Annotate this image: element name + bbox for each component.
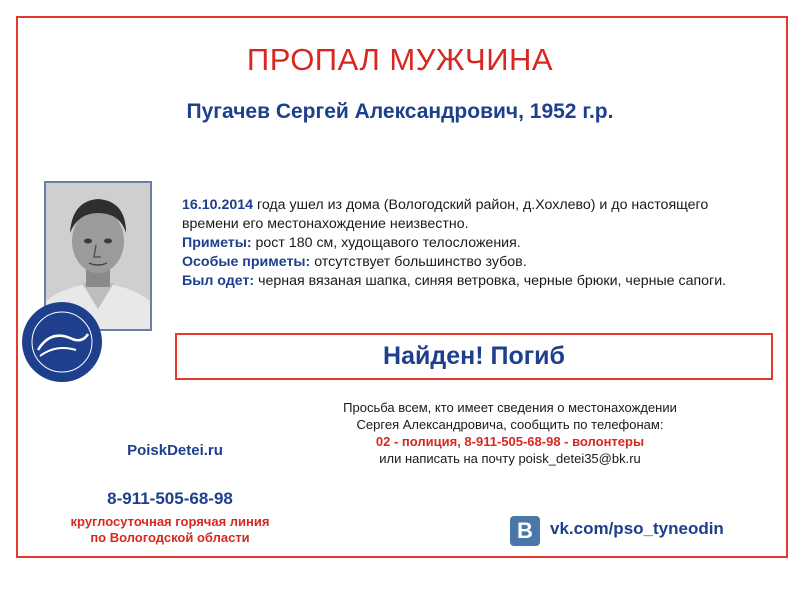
- poster-title: ПРОПАЛ МУЖЧИНА: [246, 42, 554, 77]
- clothes-label: Был одет:: [182, 273, 255, 289]
- hotline-caption: [30, 514, 310, 546]
- special-features-text: отсутствует большинство зубов.: [310, 254, 527, 270]
- request-email: или написать на почту poisk_detei35@bk.ru: [379, 451, 641, 466]
- person-details: [182, 196, 742, 291]
- vk-icon: B: [510, 516, 540, 546]
- volunteer-seal-icon: [20, 300, 104, 384]
- vk-link[interactable]: vk.com/pso_tyneodin: [550, 519, 724, 538]
- hotline-line-2: по Вологодской области: [90, 530, 250, 545]
- missing-date: 16.10.2014: [182, 197, 254, 213]
- contact-request: [290, 399, 730, 467]
- hotline-phone: 8-911-505-68-98: [107, 489, 233, 508]
- clothes-text: черная вязаная шапка, синяя ветровка, черные брюки, черные сапоги.: [254, 273, 727, 289]
- request-line-2: Сергея Александровича, сообщить по телефонам:: [356, 417, 664, 432]
- special-features-label: Особые приметы:: [182, 254, 311, 270]
- request-line-1: Просьба всем, кто имеет сведения о местонахождении: [343, 400, 677, 415]
- features-label: Приметы:: [182, 235, 252, 251]
- website-link[interactable]: PoiskDetei.ru: [127, 442, 223, 459]
- missing-date-text: года ушел из дома (Вологодский район, д.Хохлево) и до настоящего времени его местонахождение неизвестно.: [182, 197, 709, 232]
- hotline-line-1: круглосуточная горячая линия: [70, 514, 270, 529]
- request-phones: 02 - полиция, 8-911-505-68-98 - волонтеры: [375, 434, 645, 449]
- status-banner: Найден! Погиб: [175, 333, 773, 380]
- person-name: Пугачев Сергей Александрович, 1952 г.р.: [186, 100, 614, 123]
- features-text: рост 180 см, худощавого телосложения.: [251, 235, 521, 251]
